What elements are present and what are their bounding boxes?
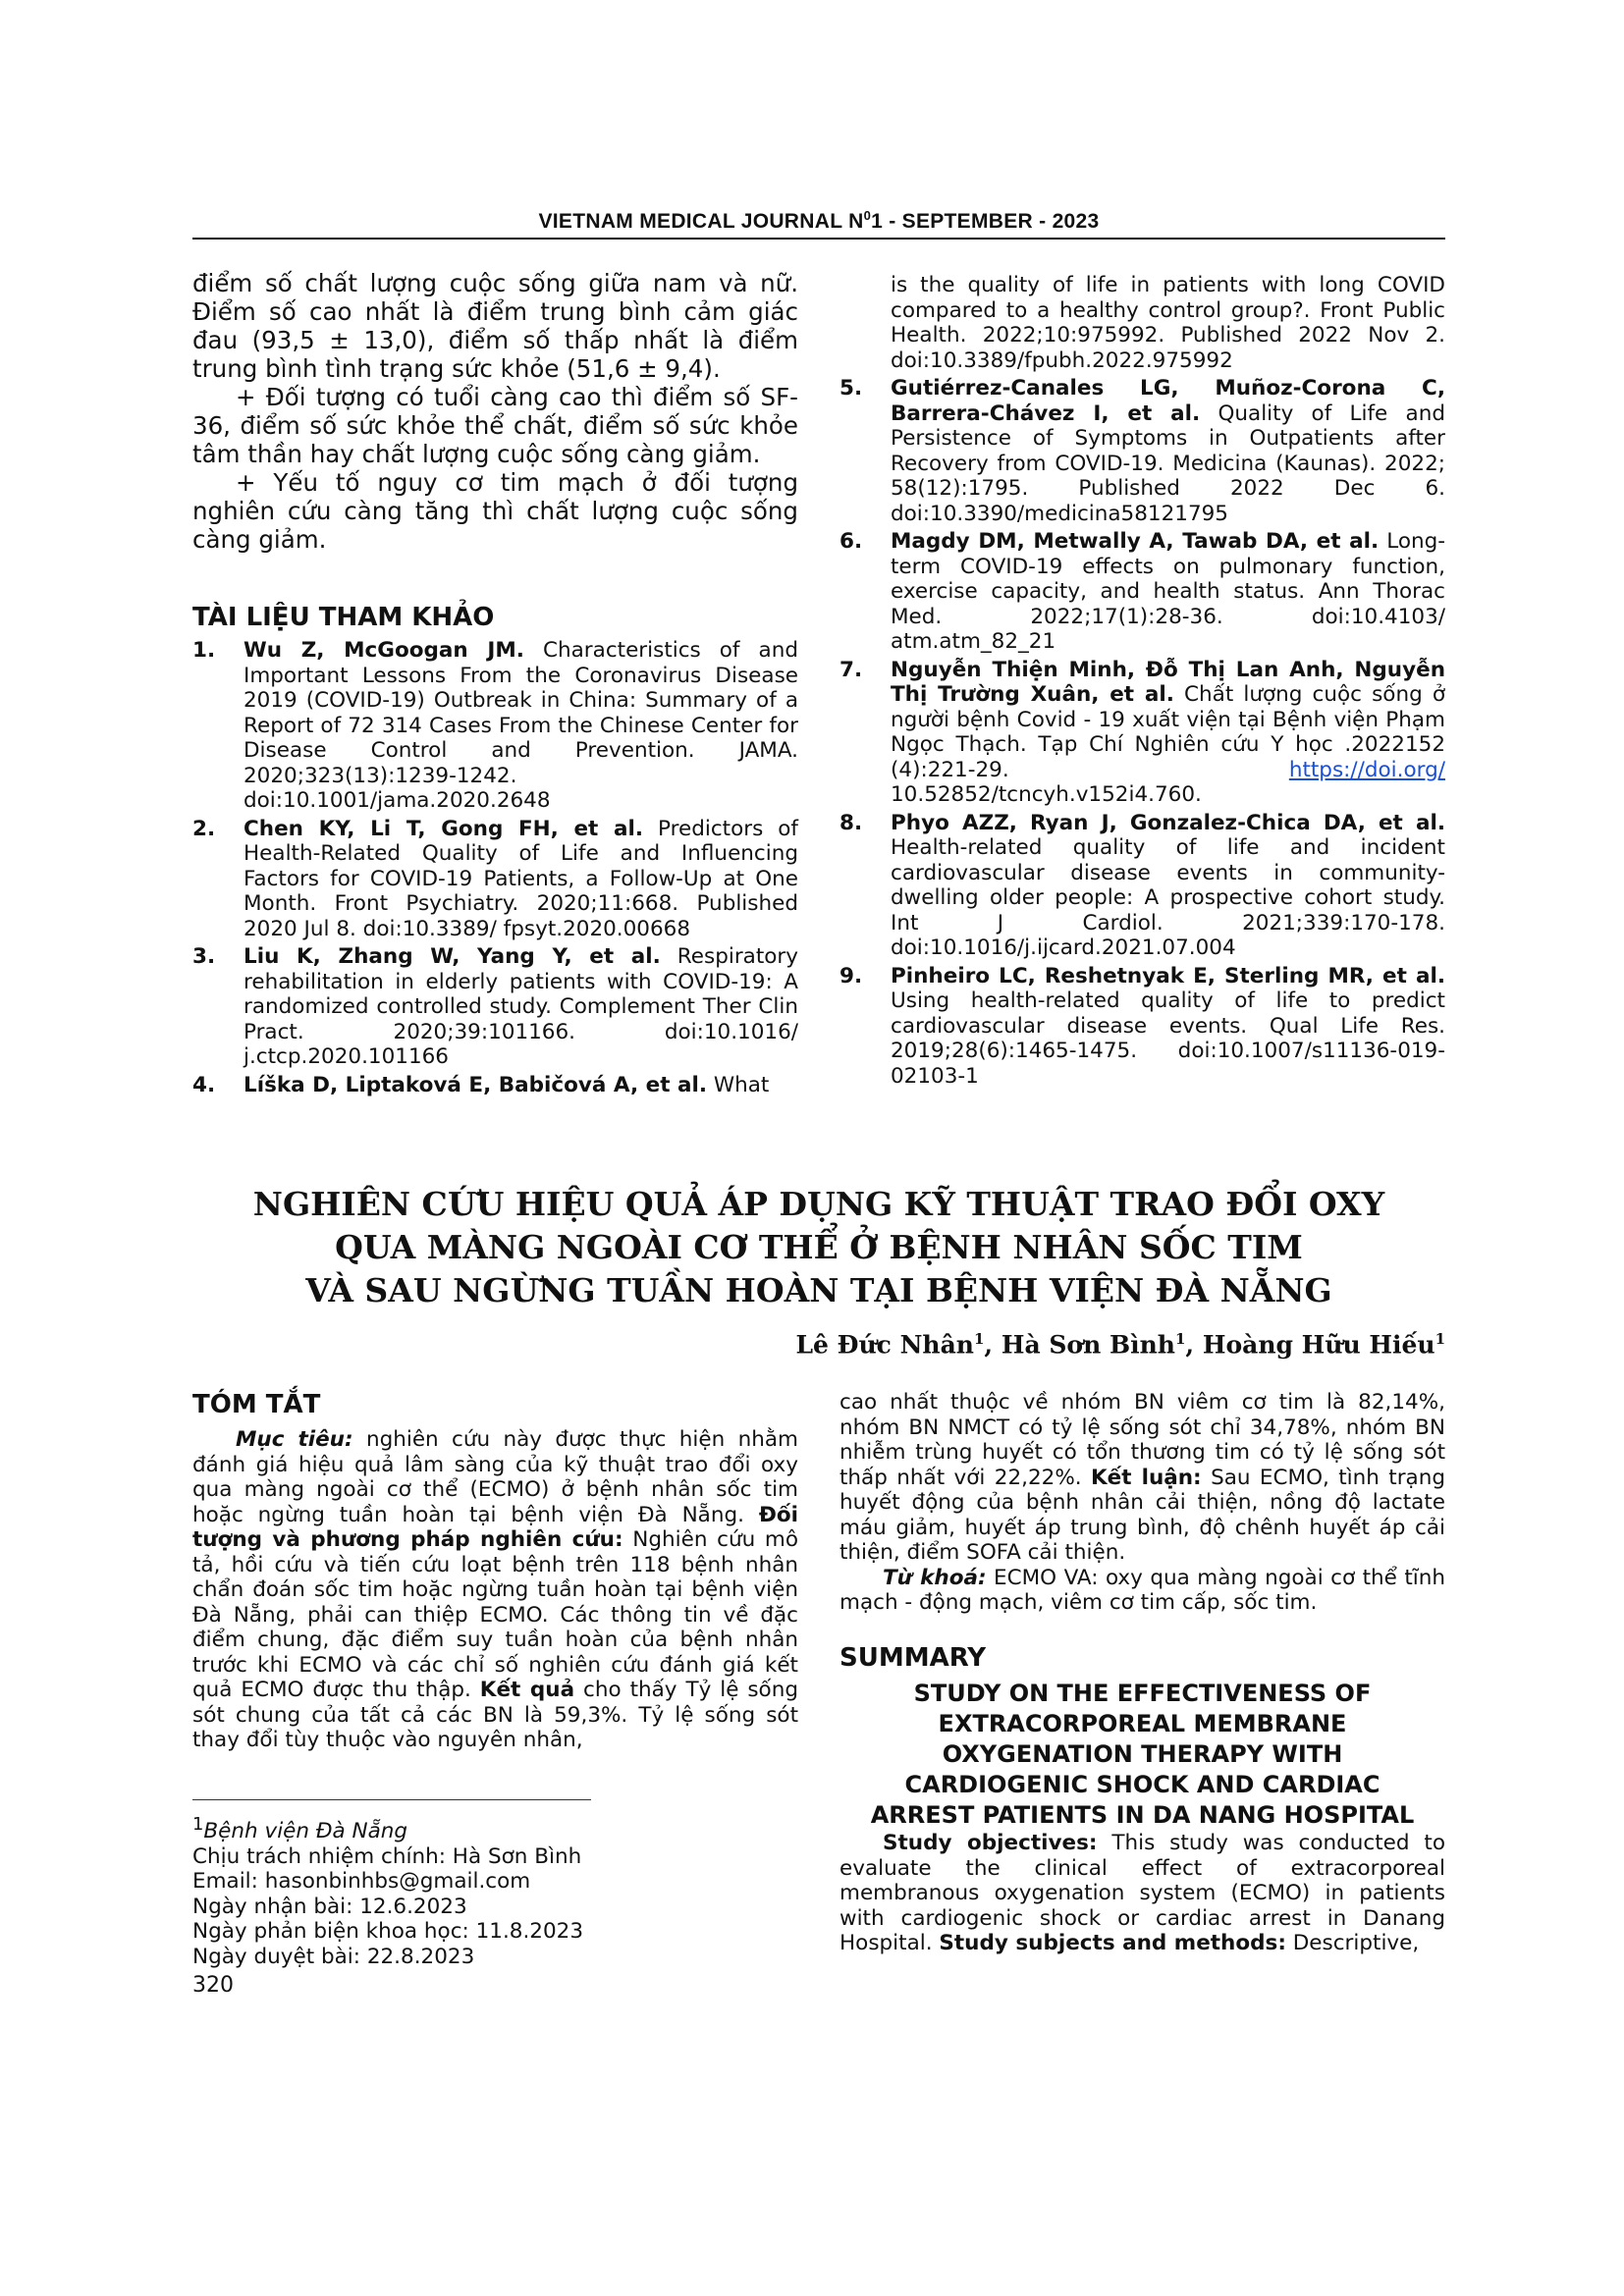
summary-objectives-text: This study was conducted to evaluate the clinical effect of extracorporeal membranous oxygenation system (ECMO) in patients with cardiogenic shock or cardiac arrest in Danang Hospital.: [839, 1831, 1445, 1955]
abstract-keywords: [839, 1566, 1445, 1616]
reference-item: [192, 1073, 798, 1098]
reference-number: 7.: [839, 657, 863, 682]
article-title-line: VÀ SAU NGỪNG TUẦN HOÀN TẠI BỆNH VIỆN ĐÀ NẴNG: [305, 1271, 1332, 1309]
reference-item: [839, 658, 1445, 808]
summary-title-line: STUDY ON THE EFFECTIVENESS OF: [913, 1680, 1372, 1707]
reference-text: 10.52852/tcncyh.v152i4.760.: [891, 782, 1202, 807]
reference-item: [839, 376, 1445, 526]
abstract-methods-label: Đối tượng và phương pháp nghiên cứu:: [192, 1502, 798, 1552]
author-separator: ,: [1185, 1330, 1203, 1360]
journal-number-sup: 0: [863, 208, 872, 223]
reference-doi-link[interactable]: https://doi.org/: [1288, 757, 1445, 782]
abstract-objective-label: Mục tiêu:: [236, 1427, 353, 1452]
abstract-vi-continued: [839, 1390, 1445, 1616]
references-list-right: [839, 273, 1445, 1092]
reference-text: Characteristics of and Important Lessons From the Coronavirus Disease 2019 (COVID-19) Outbreak in China: Summary of a Report of 72 314 Cases From the Chinese Center for Disease Control and Prevention. JAMA. 2020;323(13):1239-1242. doi:10.1001/jama.2020.2648: [244, 638, 798, 813]
reference-text: is the quality of life in patients with long COVID compared to a healthy control group?. Front Public Health. 2022;10:975992. Published 2022 Nov 2. doi:10.3389/fpubh.2022.975992: [891, 273, 1445, 373]
author-name: Lê Đức Nhân: [795, 1330, 974, 1360]
abstract-results-label: Kết quả: [479, 1678, 575, 1702]
abstract-results-text: cao nhất thuộc về nhóm BN viêm cơ tim là 82,14%, nhóm BN NMCT có tỷ lệ sống sót chỉ 34,78%, nhóm BN nhiễm trùng huyết có tổn thương tim có tỷ lệ sống sót thấp nhất với 22,22%.: [839, 1390, 1445, 1490]
summary-title-line: EXTRACORPOREAL MEMBRANE: [938, 1710, 1347, 1737]
reference-authors: Magdy DM, Metwally A, Tawab DA, et al.: [891, 529, 1380, 554]
references-heading: TÀI LIỆU THAM KHẢO: [192, 603, 495, 632]
journal-issue: 1 - SEPTEMBER - 2023: [871, 210, 1100, 233]
reference-number: 3.: [192, 944, 216, 969]
footnote: [192, 1812, 583, 1969]
reference-authors: Pinheiro LC, Reshetnyak E, Sterling MR, et al.: [891, 963, 1445, 988]
footnote-responsible: Chịu trách nhiệm chính: Hà Sơn Bình: [192, 1843, 582, 1869]
reference-text: Using health-related quality of life to predict cardiovascular disease events. Qual Life Res. 2019;28(6):1465-1475. doi:10.1007/s11136-019-02103-1: [891, 988, 1445, 1089]
reference-item: [192, 944, 798, 1070]
reference-text: Respiratory rehabilitation in elderly patients with COVID-19: A randomized controlled study. Complement Ther Clin Pract. 2020;39:101166. doi:10.1016/ j.ctcp.2020.101166: [244, 944, 798, 1069]
footnote-email: Email: hasonbinhbs@gmail.com: [192, 1869, 531, 1895]
summary-title-line: CARDIOGENIC SHOCK AND CARDIAC: [904, 1771, 1380, 1798]
abstract-methods-text: Nghiên cứu mô tả, hồi cứu và tiến cứu loạt bệnh trên 118 bệnh nhân chẩn đoán sốc tim hoặc ngừng tuần hoàn tại bệnh viện Đà Nẵng, phải can thiệp ECMO. Các thông tin về đặc điểm chung, đặc điểm suy tuần hoàn của bệnh nhân trước khi ECMO và các chỉ số nghiên cứu đánh giá kết quả ECMO được thu thập.: [192, 1527, 799, 1702]
reference-text: Long-term COVID-19 effects on pulmonary function, exercise capacity, and health status. Ann Thorac Med. 2022;17(1):28-36. doi:10.4103/ atm.atm_82_21: [891, 529, 1445, 654]
keywords-label: Từ khoá:: [883, 1565, 987, 1590]
references-heading-block: [192, 603, 798, 632]
abstract-paragraph: [192, 1427, 798, 1753]
reference-authors: Phyo AZZ, Ryan J, Gonzalez-Chica DA, et al.: [891, 810, 1445, 835]
abstract-conclusion-text: Sau ECMO, tình trạng huyết động của bệnh nhân cải thiện, nồng độ lactate máu giảm, huyết áp trung bình, độ chênh huyết áp cải thiện, điểm SOFA cải thiện.: [839, 1465, 1445, 1565]
journal-header: [192, 208, 1445, 234]
reference-authors: Wu Z, McGoogan JM.: [244, 638, 524, 663]
conclusion-paragraph-2: + Đối tượng có tuổi càng cao thì điểm số SF-36, điểm số sức khỏe thể chất, điểm số sức khỏe tâm thần hay chất lượng cuộc sống càng giảm.: [192, 383, 798, 468]
conclusion-paragraph-1: điểm số chất lượng cuộc sống giữa nam và nữ. Điểm số cao nhất là điểm trung bình cảm giác đau (93,5 ± 13,0), điểm số thấp nhất là điểm trung bình tình trạng sức khỏe (51,6 ± 9,4).: [192, 269, 798, 383]
abstract-results-text: cho thấy Tỷ lệ sống sót chung của tất cả các BN là 59,3%. Tỷ lệ sống sót thay đổi tùy thuộc vào nguyên nhân,: [192, 1678, 798, 1752]
footnote-affiliation-mark: 1: [192, 1814, 204, 1835]
reference-item: [839, 811, 1445, 961]
keywords-text: ECMO VA: oxy qua màng ngoài cơ thể tĩnh mạch - động mạch, viêm cơ tim cấp, sốc tim.: [839, 1565, 1445, 1615]
reference-number: 1.: [192, 638, 216, 663]
reference-text: Predictors of Health-Related Quality of Life and Influencing Factors for COVID-19 Patients, a Follow-Up at One Month. Front Psychiatry. 2020;11:668. Published 2020 Jul 8. doi:10.3389/ fpsyt.2020.00668: [244, 816, 798, 941]
reference-authors: Nguyễn Thiện Minh, Đỗ Thị Lan Anh, Nguyễn Thị Trường Xuân, et al.: [891, 657, 1445, 707]
summary-title: [839, 1679, 1445, 1831]
reference-number: 6.: [839, 529, 863, 554]
reference-text: Health-related quality of life and incident cardiovascular disease events in community-dwelling older people: A prospective cohort study. Int J Cardiol. 2021;339:170-178. doi:10.1016/j.ijcard.2021.07.004: [891, 835, 1445, 960]
reference-item: [839, 529, 1445, 655]
reference-text: Chất lượng cuộc sống ở người bệnh Covid - 19 xuất viện tại Bệnh viện Phạm Ngọc Thạch. Tạp Chí Nghiên cứu Y học .2022152 (4):221-29.: [891, 682, 1446, 782]
summary-title-line: ARREST PATIENTS IN DA NANG HOSPITAL: [870, 1801, 1415, 1829]
journal-name: VIETNAM MEDICAL JOURNAL N: [538, 210, 864, 233]
abstract-paragraph: [839, 1390, 1445, 1566]
summary-paragraph: [839, 1831, 1445, 1956]
conclusion-paragraph-3: + Yếu tố nguy cơ tim mạch ở đối tượng nghiên cứu càng tăng thì chất lượng cuộc sống càng giảm.: [192, 468, 798, 554]
reference-number: 2.: [192, 816, 216, 841]
summary-objectives-label: Study objectives:: [883, 1831, 1098, 1855]
summary-methods-label: Study subjects and methods:: [939, 1931, 1286, 1955]
summary-body: [839, 1831, 1445, 1956]
author-name: Hoàng Hữu Hiếu: [1202, 1330, 1435, 1360]
article-authors: [795, 1330, 1445, 1359]
reference-authors: Chen KY, Li T, Gong FH, et al.: [244, 816, 644, 841]
reference-number: 8.: [839, 810, 863, 835]
reference-authors: Liu K, Zhang W, Yang Y, et al.: [244, 944, 661, 969]
summary-en-block: [839, 1643, 1445, 1956]
summary-methods-text: Descriptive,: [1285, 1931, 1420, 1955]
summary-title-line: OXYGENATION THERAPY WITH: [942, 1740, 1343, 1768]
reference-item: [192, 638, 798, 814]
abstract-vi-heading-block: [192, 1390, 798, 1419]
abstract-heading: TÓM TẮT: [192, 1390, 321, 1419]
reference-number: 4.: [192, 1072, 216, 1097]
article-title-line: QUA MÀNG NGOÀI CƠ THỂ Ở BỆNH NHÂN SỐC TIM: [335, 1228, 1303, 1266]
author-separator: ,: [984, 1330, 1001, 1360]
footnote-reviewed-date: Ngày phản biện khoa học: 11.8.2023: [192, 1919, 584, 1945]
reference-authors: Gutiérrez-Canales LG, Muñoz-Corona C, Barrera-Chávez I, et al.: [891, 376, 1445, 426]
footnote-affiliation: [192, 1812, 583, 1844]
footnote-accepted-date: Ngày duyệt bài: 22.8.2023: [192, 1944, 475, 1969]
references-list-left: [192, 638, 798, 1100]
author-affiliation-mark: 1: [1435, 1330, 1445, 1348]
abstract-objective-text: nghiên cứu này được thực hiện nhằm đánh giá hiệu quả lâm sàng của kỹ thuật trao đổi oxy qua màng ngoài cơ thể (ECMO) ở bệnh nhân sốc tim hoặc ngừng tuần hoàn tại bệnh viện Đà Nẵng.: [192, 1427, 798, 1527]
page-number: 320: [192, 1973, 234, 1998]
footnote-received-date: Ngày nhận bài: 12.6.2023: [192, 1894, 467, 1919]
abstract-vi-body: [192, 1427, 798, 1753]
reference-item: [192, 817, 798, 942]
reference-number: 9.: [839, 963, 863, 988]
conclusion-text-block: [192, 269, 798, 554]
summary-heading: SUMMARY: [839, 1643, 987, 1673]
abstract-conclusion-label: Kết luận:: [1091, 1465, 1202, 1490]
footnote-rule: [192, 1799, 591, 1800]
header-rule: [192, 238, 1445, 240]
reference-number: 5.: [839, 376, 863, 400]
footnote-affiliation-text: Bệnh viện Đà Nẵng: [203, 1819, 408, 1844]
reference-item-continued: [839, 273, 1445, 373]
author-affiliation-mark: 1: [973, 1330, 985, 1348]
article-title: [192, 1183, 1445, 1312]
author-name: Hà Sơn Bình: [1001, 1330, 1175, 1360]
author-affiliation-mark: 1: [1174, 1330, 1186, 1348]
reference-item: [839, 964, 1445, 1090]
reference-text: Quality of Life and Persistence of Symptoms in Outpatients after Recovery from COVID-19. Medicina (Kaunas). 2022; 58(12):1795. Published 2022 Dec 6. doi:10.3390/medicina58121795: [891, 400, 1445, 526]
article-title-line: NGHIÊN CỨU HIỆU QUẢ ÁP DỤNG KỸ THUẬT TRAO ĐỔI OXY: [252, 1185, 1385, 1223]
reference-text: What: [707, 1072, 770, 1097]
reference-authors: Líška D, Liptaková E, Babičová A, et al.: [244, 1072, 708, 1097]
